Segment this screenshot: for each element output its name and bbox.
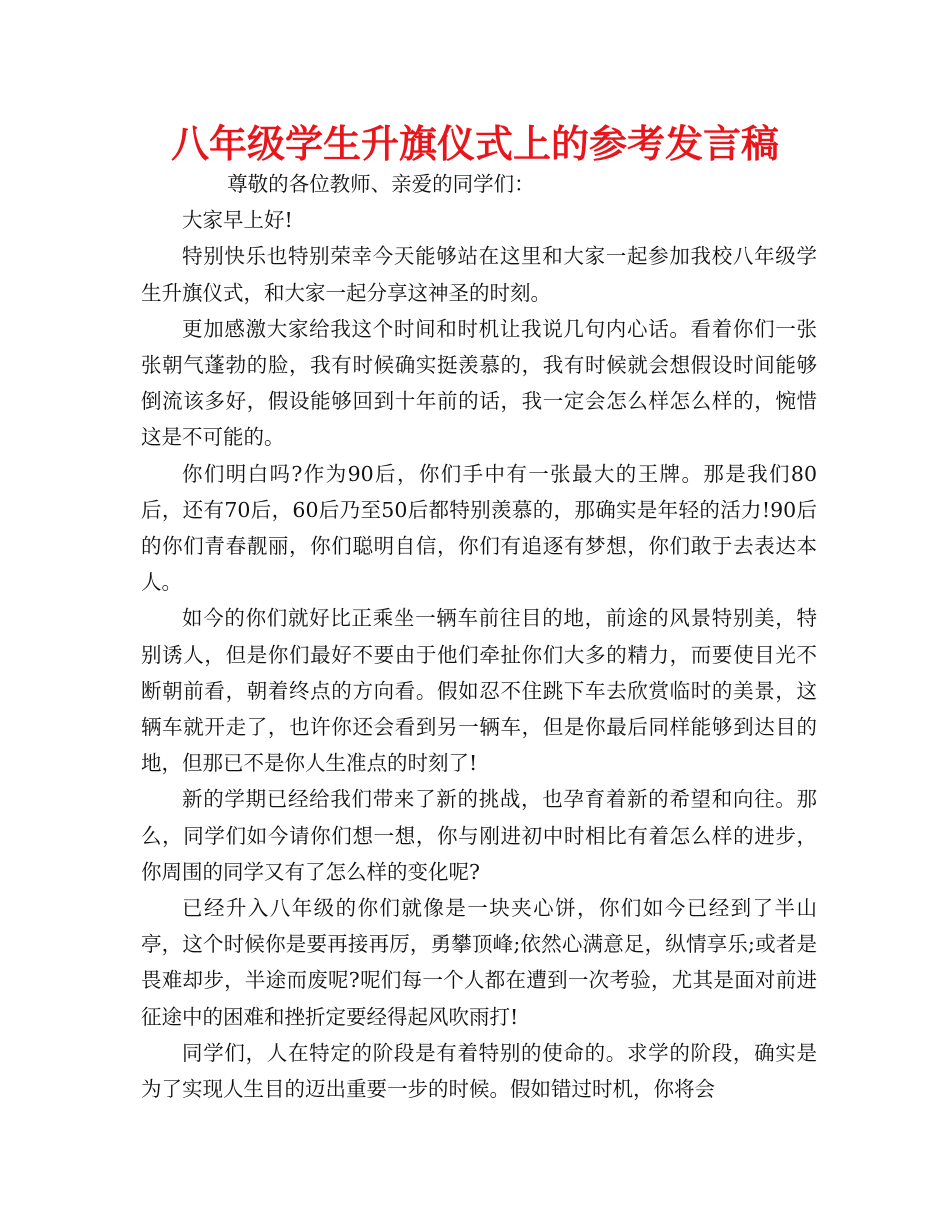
paragraph: 新的学期已经给我们带来了新的挑战，也孕育着新的希望和向往。那么，同学们如今请你们想一想，你与刚进初中时相比有着怎么样的进步，你周围的同学又有了怎么样的变化呢? — [141, 787, 817, 884]
paragraph: 同学们，人在特定的阶段是有着特别的使命的。求学的阶段，确实是为了实现人生目的迈出重要一步的时候。假如错过时机，你将会 — [141, 1040, 817, 1102]
paragraph: 更加感激大家给我这个时间和时机让我说几句内心话。看着你们一张张朝气蓬勃的脸，我有时候确实挺羡慕的，我有时候就会想假设时间能够倒流该多好，假设能够回到十年前的话，我一定会怎么样怎么样的，惋惜这是不可能的。 — [141, 316, 817, 450]
document-title: 八年级学生升旗仪式上的参考发言稿 — [170, 122, 779, 166]
paragraph: 已经升入八年级的你们就像是一块夹心饼，你们如今已经到了半山亭，这个时候你是要再接再厉，勇攀顶峰;依然心满意足，纵情享乐;或者是畏难却步，半途而废呢?呢们每一个人都在遭到一次考验，尤其是面对前进征途中的困难和挫折定要经得起风吹雨打! — [141, 896, 817, 1029]
document-body — [141, 166, 817, 1107]
paragraph: 特别快乐也特别荣幸今天能够站在这里和大家一起参加我校八年级学生升旗仪式，和大家一起分享这神圣的时刻。 — [141, 244, 817, 305]
paragraph: 你们明白吗?作为90后，你们手中有一张最大的王牌。那是我们80后，还有70后，60后乃至50后都特别羡慕的，那确实是年轻的活力!90后的你们青春靓丽，你们聪明自信，你们有追逐有梦想，你们敢于去表达本人。 — [141, 461, 817, 595]
paragraph-greeting: 大家早上好! — [182, 208, 293, 233]
salutation: 尊敬的各位教师、亲爱的同学们： — [227, 172, 535, 196]
paragraph: 如今的你们就好比正乘坐一辆车前往目的地，前途的风景特别美，特别诱人，但是你们最好不要由于他们牵扯你们大多的精力，而要使目光不断朝前看，朝着终点的方向看。假如忍不住跳下车去欣赏临时的美景，这辆车就开走了，也许你还会看到另一辆车，但是你最后同样能够到达目的地，但那已不是你人生准点的时刻了! — [141, 606, 817, 776]
